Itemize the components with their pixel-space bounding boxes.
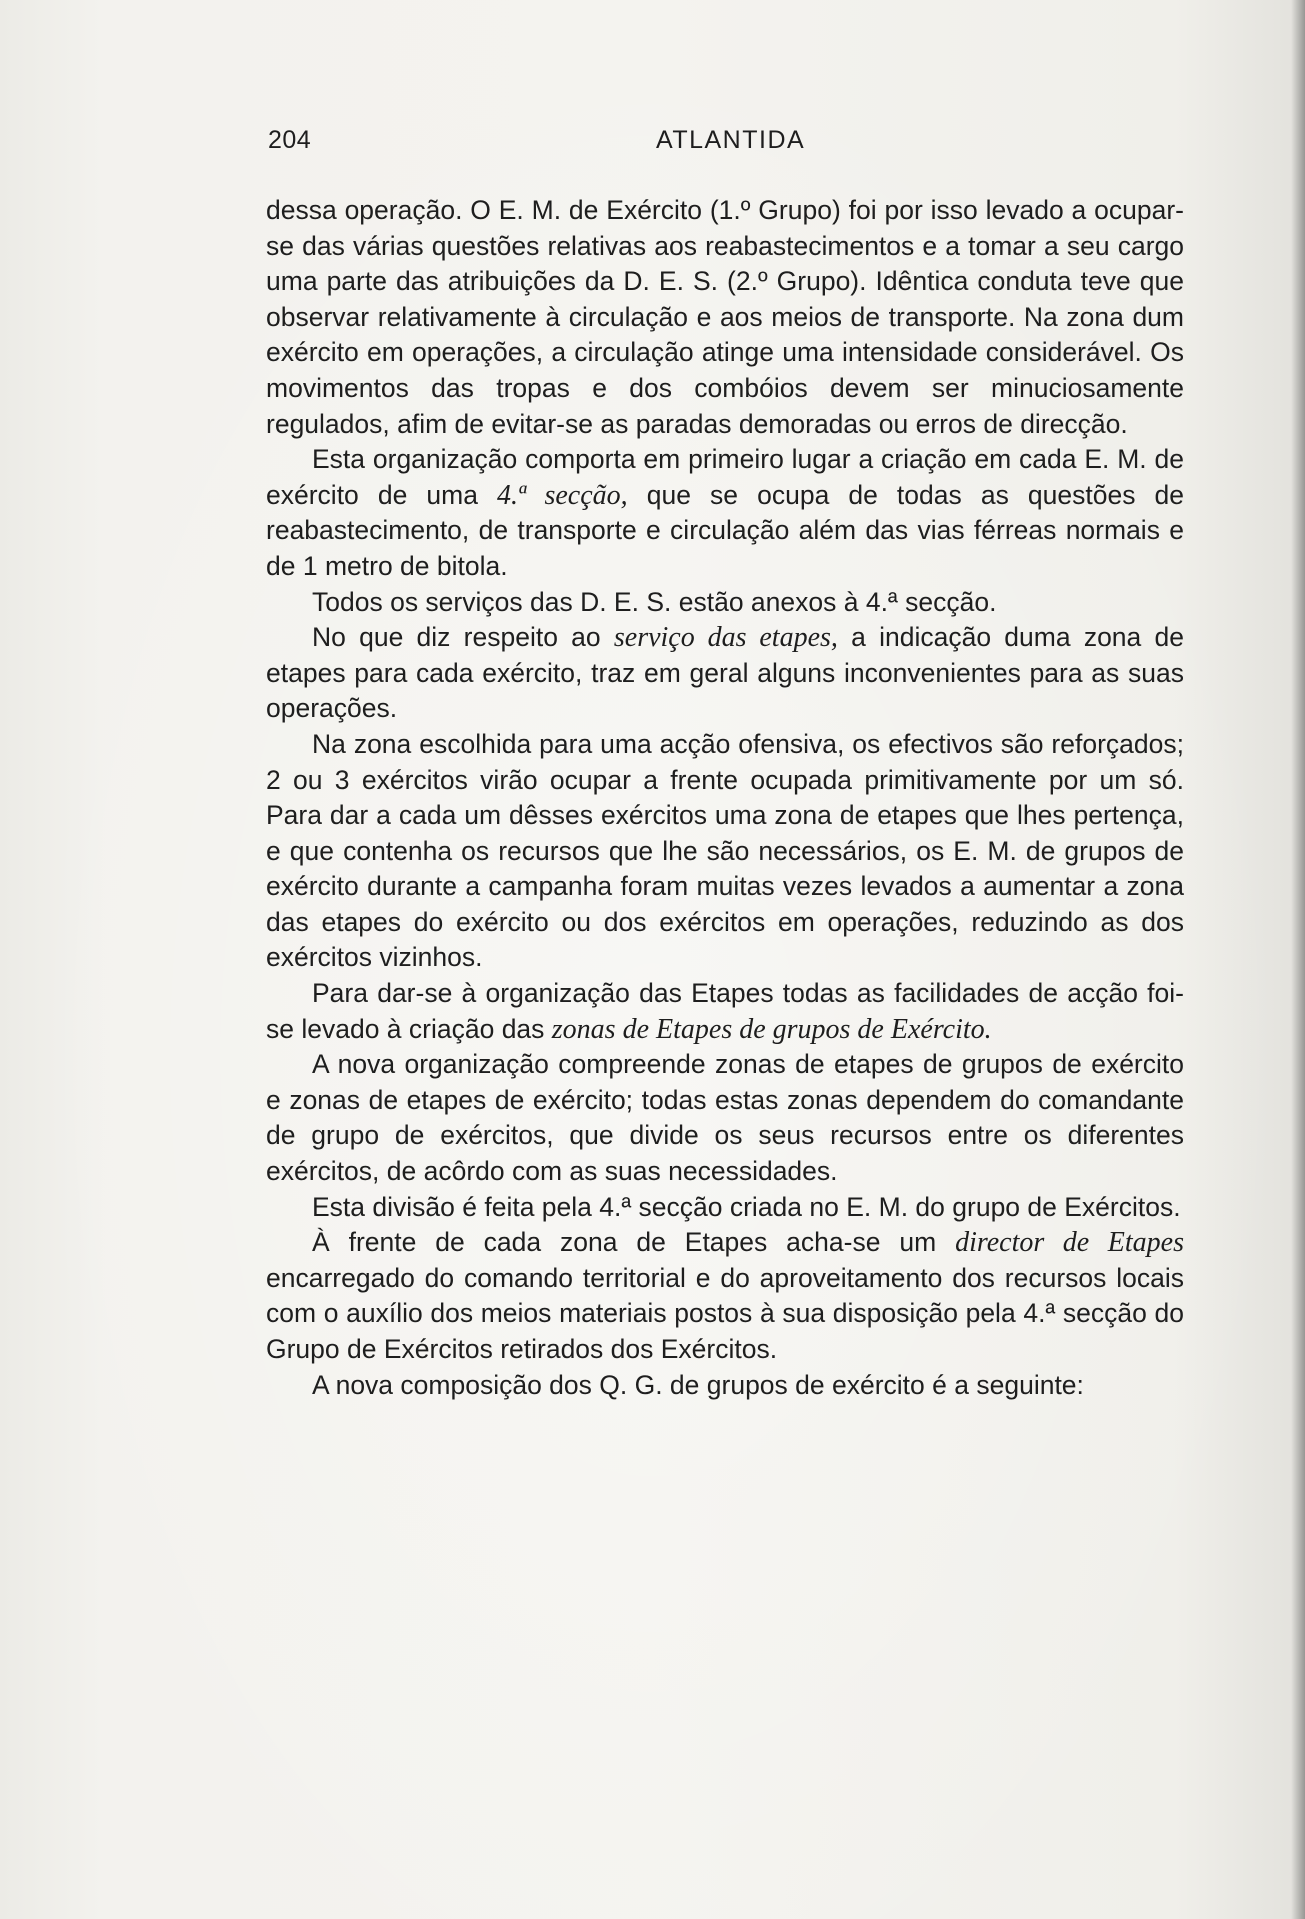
paragraph-3 (266, 585, 1184, 621)
italic-term-4a-seccao: 4.ª secção, (497, 479, 628, 511)
text-segment: A nova composição dos Q. G. de grupos de exército é a seguinte: (312, 1369, 1084, 1400)
text-segment: Esta divisão é feita pela 4.ª secção criada no E. M. do grupo de Exércitos. (312, 1191, 1181, 1222)
paragraph-1 (266, 193, 1184, 442)
text-segment: Na zona escolhida para uma acção ofensiva, os efectivos são reforçados; 2 ou 3 exércitos virão ocupar a frente ocupada primitivamente por um só. Para dar a cada um dêsses exércitos uma zona de etapes que lhes pertença, e que contenha os recursos que lhe são necessários, os E. M. de grupos de exército durante a campanha foram muitas vezes levados a aumentar a zona das etapes do exército ou dos exércitos em operações, reduzindo as dos exércitos vizinhos. (266, 728, 1184, 973)
paragraph-4 (266, 620, 1184, 727)
italic-term-director-de-etapes: director de Etapes (955, 1227, 1184, 1259)
text-segment: Todos os serviços das D. E. S. estão anexos à 4.ª secção. (312, 586, 997, 617)
text-segment: A nova organização compreende zonas de etapes de grupos de exército e zonas de etapes de exército; todas estas zonas dependem do comandante de grupo de exércitos, que divide os seus recursos entre os diferentes exércitos, de acôrdo com as suas necessidades. (266, 1049, 1184, 1187)
page-edge-shadow (1291, 0, 1305, 1919)
paragraph-8 (266, 1190, 1184, 1226)
text-segment: dessa operação. O E. M. de Exército (1.º Grupo) foi por isso levado a ocupar-se das várias questões relativas aos reabastecimentos e a tomar a seu cargo uma parte das atribuições da D. E. S. (2.º Grupo). Idêntica conduta teve que observar relativamente à circulação e aos meios de transporte. Na zona dum exército em operações, a circulação atinge uma intensidade considerável. Os movimentos das tropas e dos combóios devem ser minuciosamente regulados, afim de evitar-se as paradas demoradas ou erros de direcção. (266, 195, 1184, 439)
text-segment: que se ocupa de todas as questões de reabastecimento, de transporte e circulação além das vias férreas normais e de 1 metro de bitola. (266, 479, 1185, 581)
running-title: ATLANTIDA (656, 126, 806, 154)
italic-term-zonas-de-etapes: zonas de Etapes de grupos de Exército. (551, 1013, 992, 1045)
text-segment: No que diz respeito ao (312, 622, 614, 653)
text-segment: a indicação duma zona de etapes para cada exército, traz em geral alguns inconvenientes para as suas operações. (266, 622, 1184, 724)
body-text (266, 193, 1184, 1403)
paragraph-6 (266, 976, 1184, 1047)
page-header (268, 126, 1183, 160)
italic-term-servico-das-etapes: serviço das etapes, (613, 622, 838, 654)
paragraph-10 (266, 1368, 1184, 1404)
text-segment: Esta organização comporta em primeiro lugar a criação em cada E. M. de exército de uma (266, 444, 1184, 510)
paragraph-9 (266, 1225, 1184, 1367)
text-segment: encarregado do comando territorial e do aproveitamento dos recursos locais com o auxílio dos meios materiais postos à sua disposição pela 4.ª secção do Grupo de Exércitos retirados dos Exércitos. (266, 1262, 1184, 1364)
text-segment: À frente de cada zona de Etapes acha-se um (312, 1227, 956, 1258)
page-number: 204 (268, 126, 312, 154)
paragraph-2 (266, 442, 1184, 584)
paragraph-5 (266, 727, 1184, 976)
text-segment: Para dar-se à organização das Etapes todas as facilidades de acção foi-se levado à criação das (266, 978, 1184, 1044)
paragraph-7 (266, 1047, 1184, 1189)
